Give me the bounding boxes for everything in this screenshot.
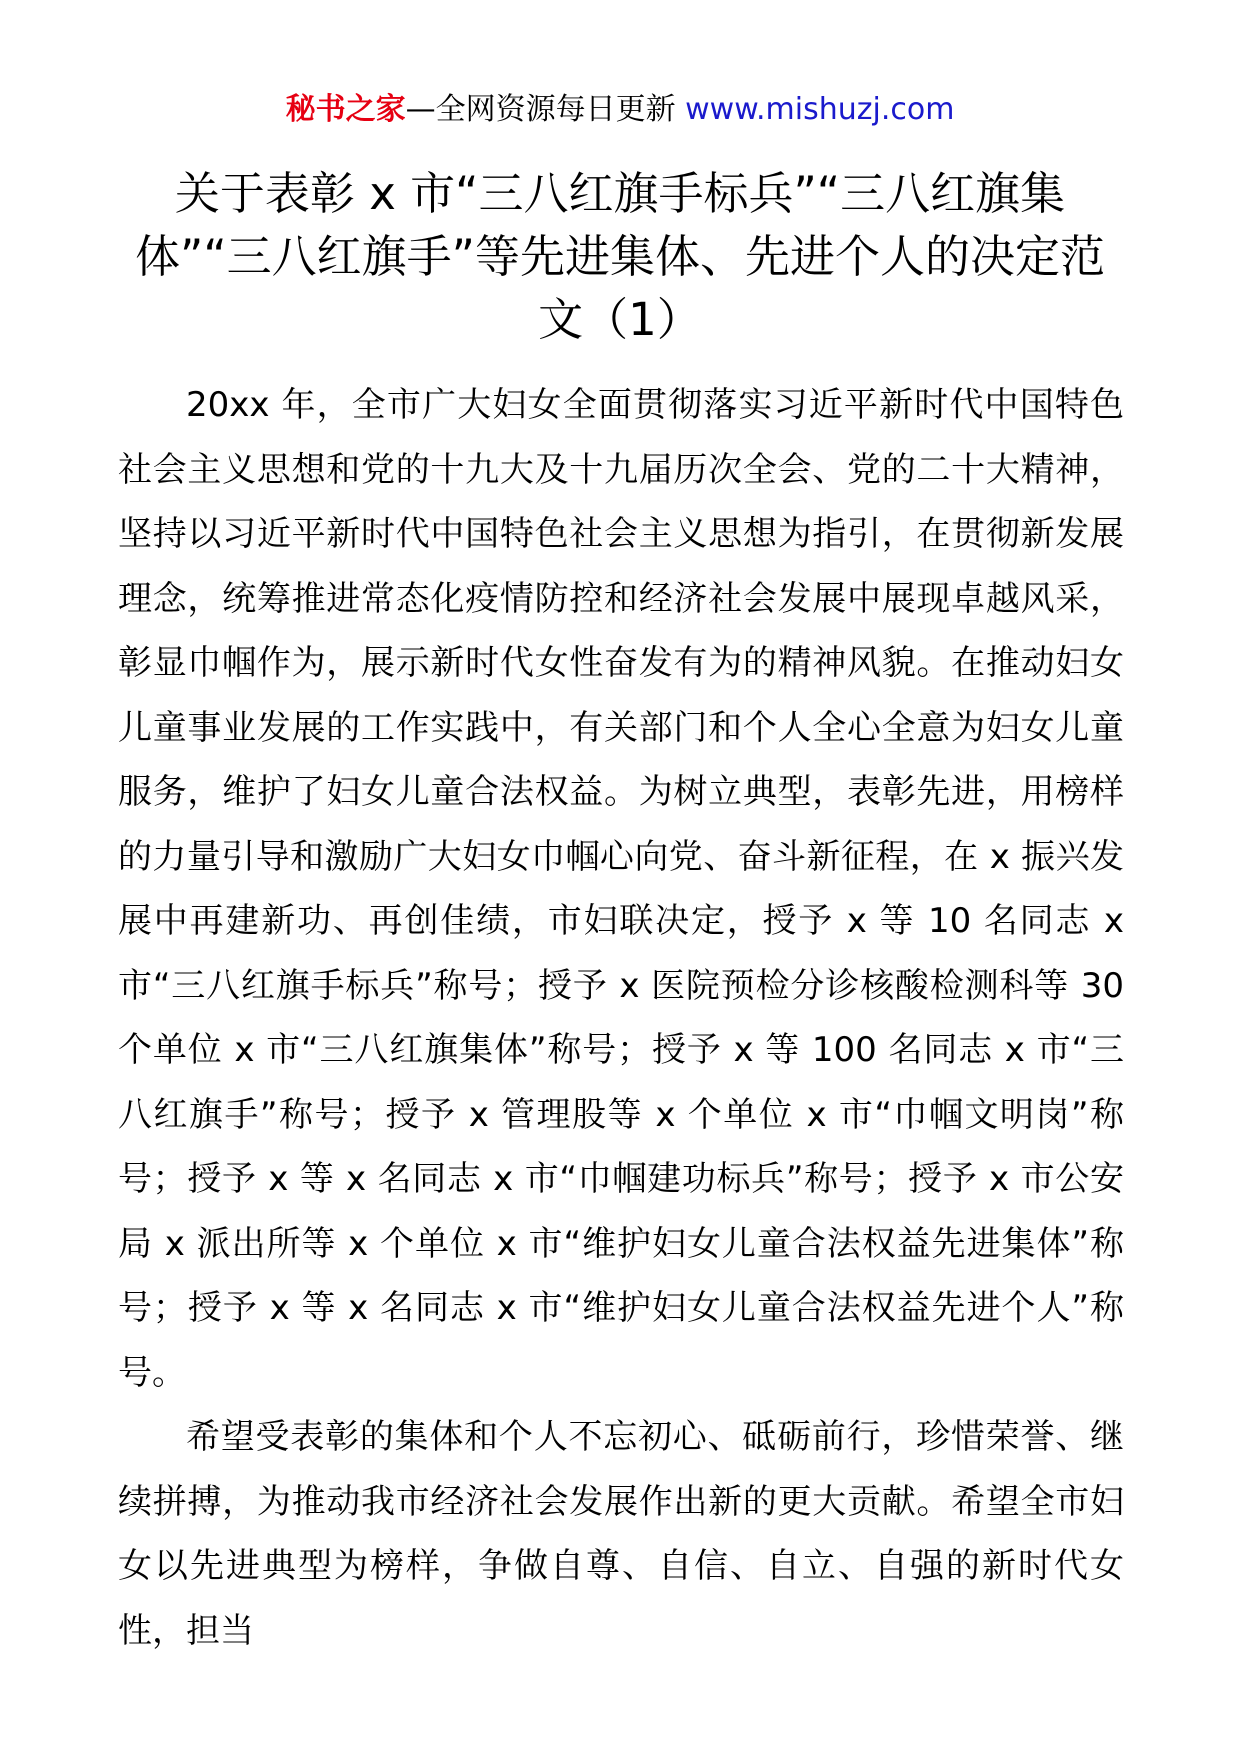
- document-title: 关于表彰 x 市“三八红旗手标兵”“三八红旗集体”“三八红旗手”等先进集体、先进个人的决定范文（1）: [135, 167, 1105, 346]
- header-tagline: —全网资源每日更新: [405, 92, 676, 127]
- site-header: [0, 88, 1240, 132]
- body-paragraph-2: 希望受表彰的集体和个人不忘初心、砥砺前行，珍惜荣誉、继续拼搏，为推动我市经济社会发展作出新的更大贡献。希望全市妇女以先进典型为榜样，争做自尊、自信、自立、自强的新时代女性，担当: [118, 1417, 1124, 1651]
- brand-name: 秘书之家: [285, 92, 406, 127]
- site-url-link[interactable]: www.mishuzj.com: [685, 92, 955, 127]
- body-paragraph-1: 20xx 年，全市广大妇女全面贯彻落实习近平新时代中国特色社会主义思想和党的十九大及十九届历次全会、党的二十大精神，坚持以习近平新时代中国特色社会主义思想为指引，在贯彻新发展理念，统筹推进常态化疫情防控和经济社会发展中展现卓越风采，彰显巾帼作为，展示新时代女性奋发有为的精神风貌。在推动妇女儿童事业发展的工作实践中，有关部门和个人全心全意为妇女儿童服务，维护了妇女儿童合法权益。为树立典型，表彰先进，用榜样的力量引导和激励广大妇女巾帼心向党、奋斗新征程，在 x 振兴发展中再建新功、再创佳绩，市妇联决定，授予 x 等 10 名同志 x 市“三八红旗手标兵”称号；授予 x 医院预检分诊核酸检测科等 30 个单位 x 市“三八红旗集体”称号；授予 x 等 100 名同志 x 市“三八红旗手”称号；授予 x 管理股等 x 个单位 x 市“巾帼文明岗”称号；授予 x 等 x 名同志 x 市“巾帼建功标兵”称号；授予 x 市公安局 x 派出所等 x 个单位 x 市“维护妇女儿童合法权益先进集体”称号；授予 x 等 x 名同志 x 市“维护妇女儿童合法权益先进个人”称号。: [118, 385, 1124, 1393]
- document-body: [118, 373, 1124, 1663]
